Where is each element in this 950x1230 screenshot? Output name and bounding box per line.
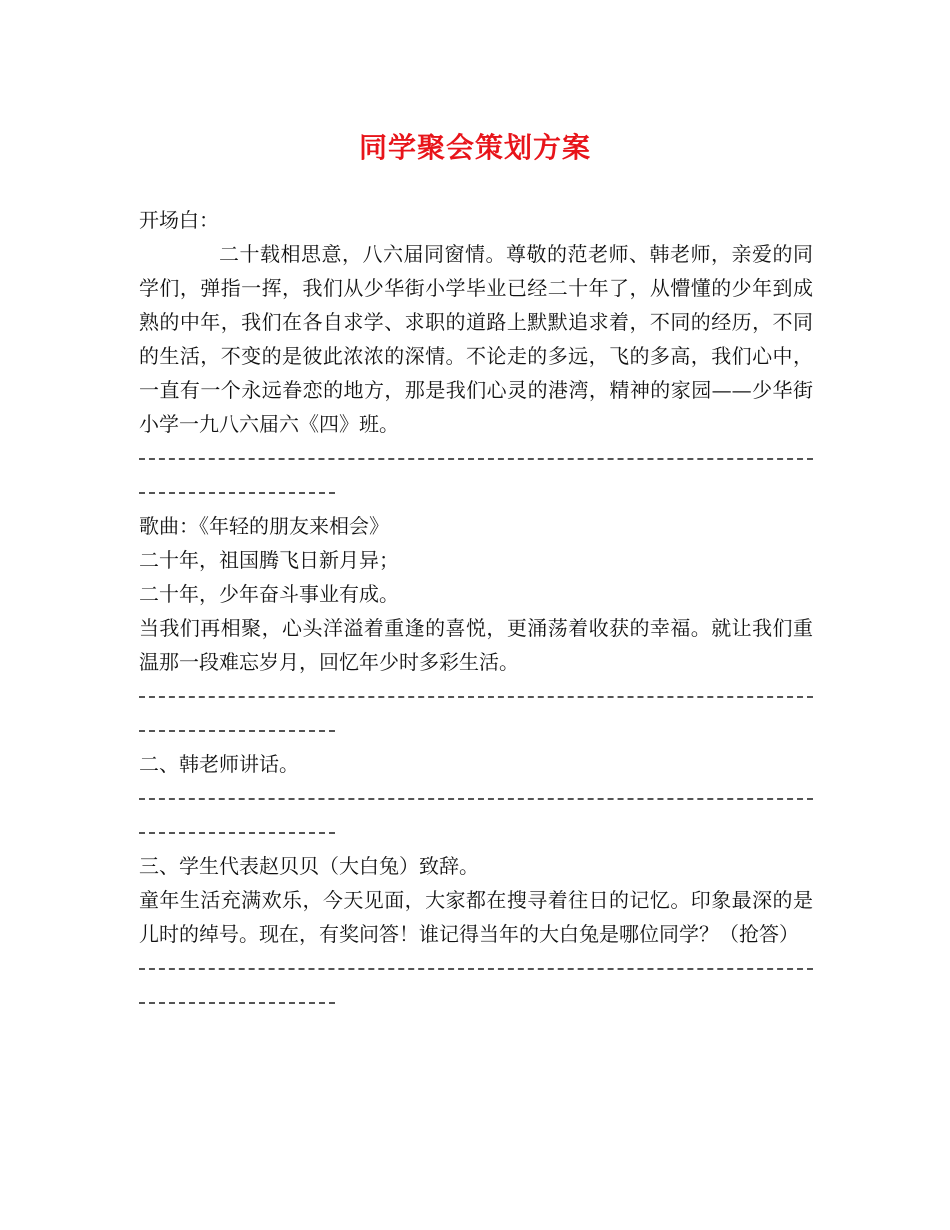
song-paragraph: 当我们再相聚，心头洋溢着重逢的喜悦，更涌荡着收获的幸福。就让我们重温那一段难忘岁月，回忆年少时多彩生活。 [139,616,813,674]
separator-line [139,713,813,747]
section-heading-song: 歌曲：《年轻的朋友来相会》 [139,514,389,538]
separator-line [139,815,813,849]
opening-paragraph: 二十载相思意，八六届同窗情。尊敬的范老师、韩老师，亲爱的同学们，弹指一挥，我们从少华街小学毕业已经二十年了，从懵懂的少年到成熟的中年，我们在各自求学、求职的道路上默默追求着，不同的经历，不同的生活，不变的是彼此浓浓的深情。不论走的多远，飞的多高，我们心中，一直有一个永远眷恋的地方，那是我们心灵的港湾，精神的家园——少华街小学一九八六届六《四》班。 [139,242,813,436]
student-speech-paragraph: 童年生活充满欢乐，今天见面，大家都在搜寻着往日的记忆。印象最深的是儿时的绰号。现在，有奖问答！谁记得当年的大白兔是哪位同学？（抢答） [139,888,813,946]
section-heading-opening: 开场白： [139,208,219,232]
song-line-1: 二十年，祖国腾飞日新月异； [139,548,399,572]
document-title: 同学聚会策划方案 [358,131,591,164]
separator-line [139,475,813,509]
separator-line [139,781,813,815]
separator-line [139,441,813,475]
separator-line [139,985,813,1019]
song-line-2: 二十年，少年奋斗事业有成。 [139,582,399,606]
separator-line [139,951,813,985]
section-heading-teacher-speech: 二、韩老师讲话。 [139,752,299,776]
section-heading-student-speech: 三、学生代表赵贝贝（大白兔）致辞。 [139,854,479,878]
document-body [139,203,813,1019]
separator-line [139,679,813,713]
